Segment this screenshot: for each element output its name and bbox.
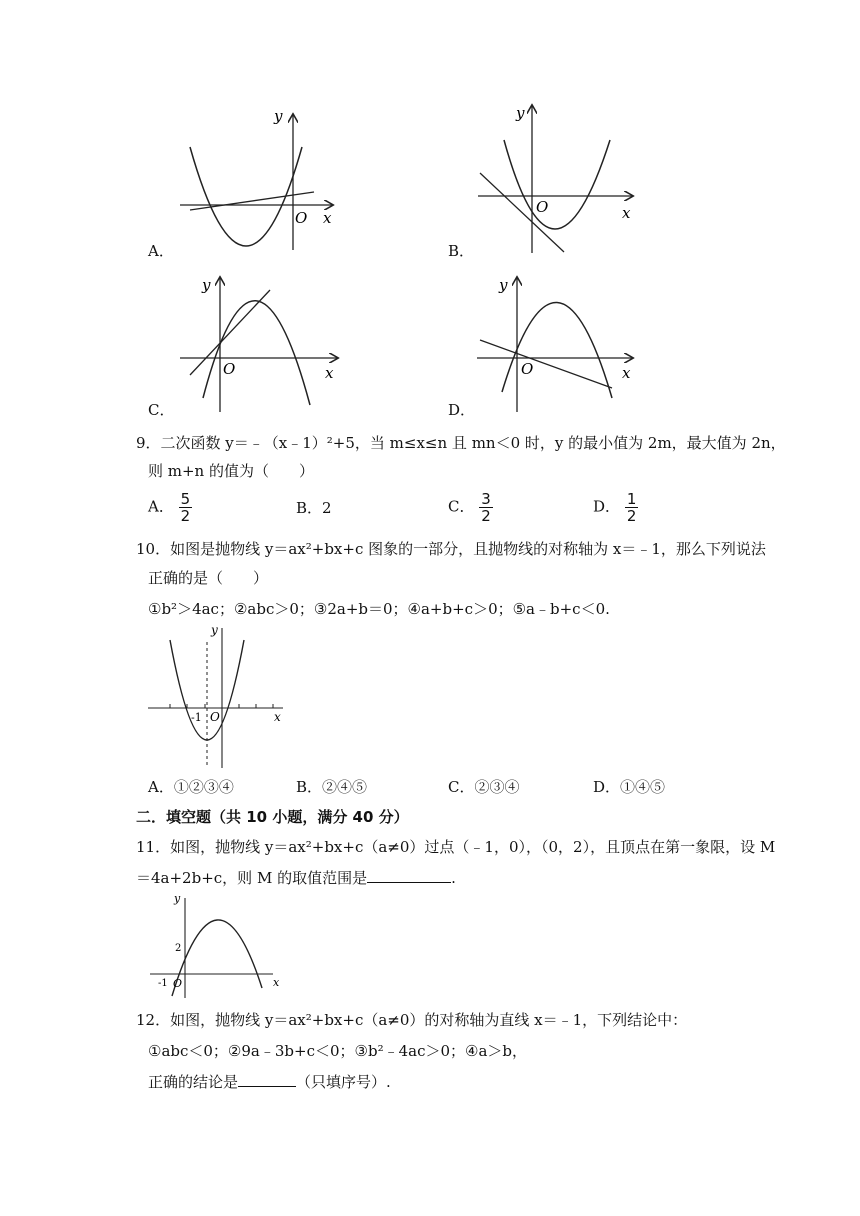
axis-x-label: x <box>622 364 631 382</box>
q10-line3: ①b²＞4ac；②abc＞0；③2a+b＝0；④a+b+c＞0；⑤a﹣b+c＜0. <box>148 600 610 618</box>
origin-label: O <box>210 710 220 724</box>
option-a-label: A． <box>148 242 174 260</box>
q12-line1: 12．如图，抛物线 y＝ax²+bx+c（a≠0）的对称轴为直线 x＝﹣1，下列结论中： <box>136 1011 688 1029</box>
axis-x-label: x <box>323 209 332 227</box>
q12-line2: ①abc＜0；②9a﹣3b+c＜0；③b²﹣4ac＞0；④a＞b， <box>148 1042 528 1060</box>
q9-option-a <box>148 491 192 524</box>
axis-y-label: y <box>274 107 283 125</box>
axis-y-label: y <box>211 623 218 637</box>
option-b-label: B． <box>448 242 475 260</box>
q11-line2 <box>136 866 456 889</box>
axis-x-label: x <box>622 204 631 222</box>
option-letter: D． <box>593 497 621 516</box>
q9-line2: 则 m+n 的值为（ ） <box>148 462 314 480</box>
graph-option-a <box>170 105 350 255</box>
graph-option-d <box>472 270 642 415</box>
q11-line1: 11．如图，抛物线 y＝ax²+bx+c（a≠0）过点（﹣1，0），（0，2），且顶点在第一象限，设 M <box>136 838 776 856</box>
axis-y-label: y <box>174 892 181 905</box>
fraction-one-half: $\frac{1}{2}$ <box>626 490 637 525</box>
option-d-label: D． <box>448 401 476 419</box>
tick-label-neg1: -1 <box>191 711 202 724</box>
axis-y-label: y <box>516 104 525 122</box>
origin-label: O <box>536 198 549 216</box>
q9-option-c <box>448 491 493 524</box>
tick-label-2: 2 <box>175 943 182 954</box>
axis-x-label: x <box>273 976 280 989</box>
q12-text: 正确的结论是 <box>148 1073 239 1091</box>
graph-q10 <box>145 620 295 770</box>
section-heading: 二．填空题（共 10 小题，满分 40 分） <box>136 808 409 826</box>
option-letter: C． <box>448 497 475 516</box>
q12-line3 <box>148 1070 391 1093</box>
q10-line2: 正确的是（ ） <box>148 569 269 587</box>
graph-option-b <box>470 98 640 258</box>
q10-line1: 10．如图是抛物线 y＝ax²+bx+c 图象的一部分，且抛物线的对称轴为 x＝﹣1，那么下列说法 <box>136 540 766 558</box>
q11-period: . <box>451 869 456 887</box>
q9-option-d <box>593 491 638 524</box>
q10-option-b: B．②④⑤ <box>296 778 368 796</box>
option-letter: A． <box>148 497 174 516</box>
graph-q11 <box>145 888 285 1000</box>
answer-blank[interactable] <box>238 1070 296 1087</box>
q10-option-a: A．①②③④ <box>148 778 234 796</box>
graph-option-c <box>175 270 345 415</box>
axis-x-label: x <box>274 710 281 724</box>
origin-label: O <box>295 209 308 227</box>
origin-label: O <box>223 360 236 378</box>
axis-y-label: y <box>202 276 211 294</box>
tick-label-neg1: -1 <box>158 978 168 989</box>
q11-text: ＝4a+2b+c，则 M 的取值范围是 <box>136 869 368 887</box>
q9-option-b: B．2 <box>296 499 332 517</box>
q10-option-d: D．①④⑤ <box>593 778 666 796</box>
q12-text-post: （只填序号）. <box>296 1073 391 1091</box>
origin-label: O <box>173 977 183 990</box>
answer-blank[interactable] <box>367 866 451 883</box>
q9-line1: 9．二次函数 y＝﹣（x﹣1）²+5，当 m≤x≤n 且 mn＜0 时，y 的最小值为 2m，最大值为 2n， <box>136 434 786 452</box>
axis-y-label: y <box>499 276 508 294</box>
fraction-five-halves: $\frac{5}{2}$ <box>180 490 191 525</box>
q10-option-c: C．②③④ <box>448 778 520 796</box>
origin-label: O <box>521 360 534 378</box>
axis-x-label: x <box>325 364 334 382</box>
option-c-label: C． <box>148 401 175 419</box>
fraction-three-halves: $\frac{3}{2}$ <box>481 490 491 525</box>
